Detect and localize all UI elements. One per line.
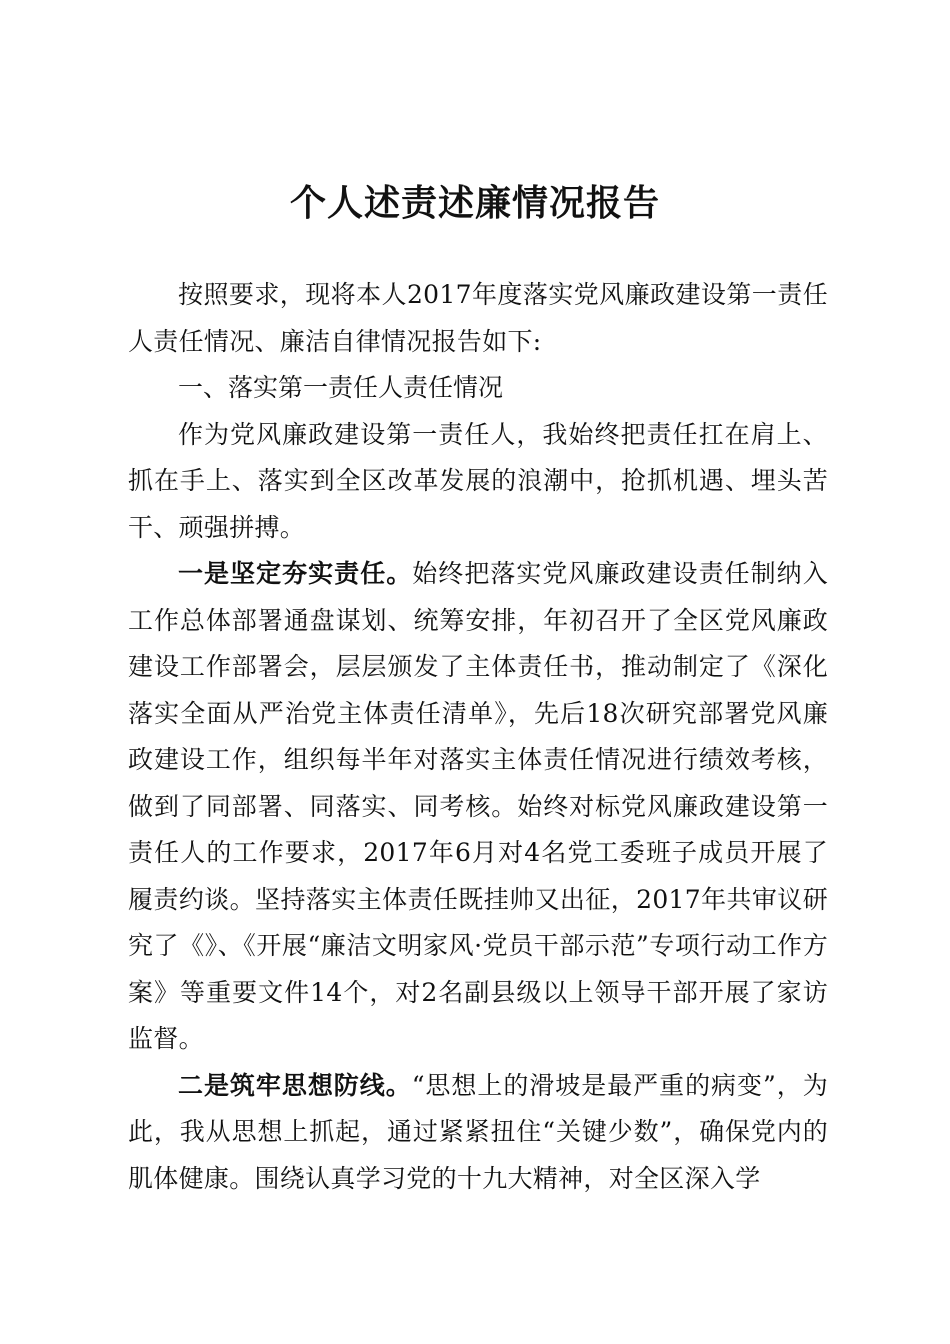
point-two-text: “思想上的滑坡是最严重的病变”，为此，我从思想上抓起，通过紧紧扭住“关键少数”，确保党内的肌体健康。围绕认真学习党的十九大精神，对全区深入学 <box>128 1070 828 1193</box>
point-one-paragraph <box>128 551 828 1063</box>
section-paragraph: 作为党风廉政建设第一责任人，我始终把责任扛在肩上、抓在手上、落实到全区改革发展的浪潮中，抢抓机遇、埋头苦干、顽强拼搏。 <box>128 419 828 542</box>
document-title: 个人述责述廉情况报告 <box>289 182 660 224</box>
document-body <box>128 272 828 1202</box>
point-two-paragraph <box>128 1063 828 1203</box>
point-one-text: 始终把落实党风廉政建设责任制纳入工作总体部署通盘谋划、统筹安排，年初召开了全区党风廉政建设工作部署会，层层颁发了主体责任书，推动制定了《深化落实全面从严治党主体责任清单》，先后18次研究部署党风廉政建设工作，组织每半年对落实主体责任情况进行绩效考核，做到了同部署、同落实、同考核。始终对标党风廉政建设第一责任人的工作要求，2017年6月对4名党工委班子成员开展了履责约谈。坚持落实主体责任既挂帅又出征，2017年共审议研究了《》、《开展“廉洁文明家风·党员干部示范”专项行动工作方案》等重要文件14个，对2名副县级以上领导干部开展了家访监督。 <box>128 559 828 1053</box>
point-two-lead: 二是筑牢思想防线。 <box>178 1070 412 1100</box>
section-heading: 一、落实第一责任人责任情况 <box>178 373 504 402</box>
point-one-lead: 一是坚定夯实责任。 <box>178 559 413 588</box>
intro-paragraph: 按照要求，现将本人2017年度落实党风廉政建设第一责任人责任情况、廉洁自律情况报告如下: <box>128 280 828 356</box>
